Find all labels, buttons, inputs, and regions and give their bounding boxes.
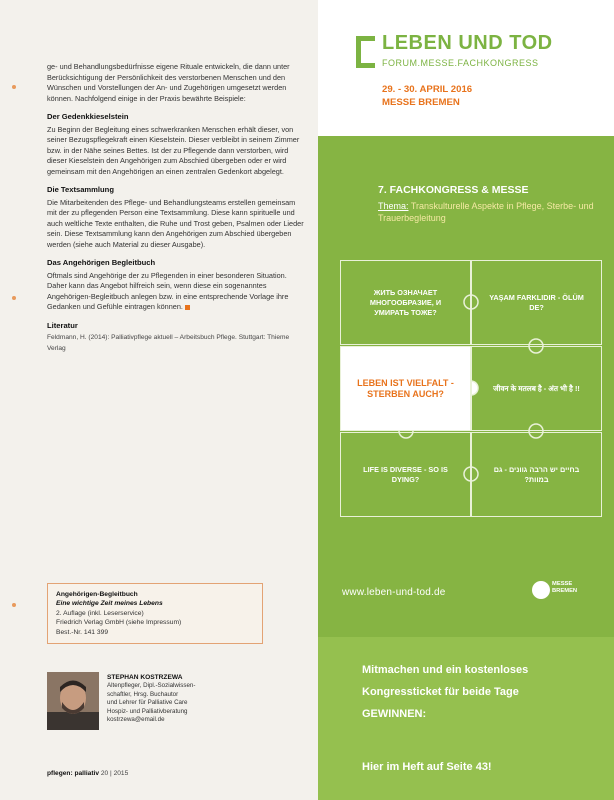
literature-heading: Literatur: [47, 320, 78, 330]
section-heading: Der Gedenkkieselstein: [47, 112, 129, 121]
puzzle-piece: जीवन के मतलब है - अंत भी है !!: [471, 346, 602, 431]
section-heading: Die Textsammlung: [47, 185, 114, 194]
event-date: 29. - 30. APRIL 2016: [382, 84, 473, 95]
promo-text: Mitmachen und ein kostenloses Kongressticket für beide Tage GEWINNEN:: [362, 664, 529, 720]
article-column: [47, 62, 305, 360]
logo-line: MESSE: [552, 581, 573, 587]
page-footer: [47, 770, 128, 777]
thema-text: [378, 200, 604, 224]
author-line: Hospiz- und Palliativberatung: [107, 707, 188, 715]
section-text-body: Oftmals sind Angehörige der zu Pflegenden in einer besonderen Situation. Daher kann das Angebot hilfreich sein, wenn diese ein sogenanntes Angehörigen-Begleitbuch anlegen bzw. in eine entsprechende Vorlage ihre Gedanken und Gefühle eintragen können.: [47, 270, 289, 311]
punch-hole-mark: [12, 85, 16, 89]
ad-green-panel: [318, 136, 614, 637]
author-line: Altenpfleger, Dipl.-Sozialwissen-: [107, 682, 196, 690]
author-line: und Lehrer für Palliative Care: [107, 699, 188, 707]
event-venue: MESSE BREMEN: [382, 97, 460, 108]
article-intro: ge- und Behandlungsbedürfnisse eigene Rituale entwickeln, die dann unter Berücksichtigung der Persönlichkeit des verstorbenen Menschen und den Wünschen und Vorstellungen der An- und Zugehörigen umgesetzt werden können. Nachfolgend einige in der Praxis bewährte Beispiele:: [47, 62, 290, 103]
logo-circle-icon: [532, 581, 550, 599]
messe-bremen-logo: [532, 579, 592, 603]
author-name: STEPHAN KOSTRZEWA: [107, 674, 183, 681]
advertisement: [318, 0, 614, 800]
author-email: kostrzewa@email.de: [107, 716, 165, 724]
website-link[interactable]: www.leben-und-tod.de: [342, 587, 446, 598]
puzzle-piece: LIFE IS DIVERSE - SO IS DYING?: [340, 432, 471, 517]
author-line: schaftler, Hrsg. Buchautor: [107, 690, 179, 698]
section-text: [47, 271, 305, 313]
ad-title: LEBEN UND TOD: [382, 32, 553, 54]
ad-subtitle: FORUM.MESSE.FACHKONGRESS: [382, 58, 539, 68]
journal-name: pflegen: palliativ: [47, 770, 100, 777]
thema-label: Thema:: [378, 201, 409, 211]
box-line: Friedrich Verlag GmbH (siehe Impressum): [56, 619, 182, 627]
promo-panel: [318, 637, 614, 800]
page-reference: Hier im Heft auf Seite 43!: [362, 761, 492, 773]
section-heading: Das Angehörigen Begleitbuch: [47, 258, 156, 267]
thema-body: Transkulturelle Aspekte in Pflege, Sterbe- und Trauerbegleitung: [378, 201, 594, 223]
end-mark-icon: [185, 305, 190, 310]
box-line: 2. Auflage (inkl. Leserservice): [56, 609, 144, 617]
issue-number: 20 | 2015: [100, 770, 129, 777]
section-text: Die Mitarbeitenden des Pflege- und Behandlungsteams erstellen gemeinsam mit der zu pflegenden Person eine Textsammlung. Diese kann spirituelle und auch weltliche Texte enthalten, die Ruhe und Trost geben, Psalmen oder Lieder sein. Diese Textsammlung kann den Angehörigen zum Abschied übergeben werden (siehe auch Material zu dieser Ausgabe).: [47, 197, 304, 249]
punch-hole-mark: [12, 296, 16, 300]
logo-text: [552, 581, 577, 595]
puzzle-piece: YAŞAM FARKLIDIR - ÖLÜM DE?: [471, 260, 602, 345]
puzzle-graphic: [340, 260, 602, 517]
puzzle-piece-highlight: LEBEN IST VIELFALT - STERBEN AUCH?: [340, 346, 471, 431]
box-line: Best.-Nr. 141 399: [56, 628, 109, 636]
kongress-heading: 7. FACHKONGRESS & MESSE: [378, 184, 529, 196]
box-title: Angehörigen-Begleitbuch: [56, 591, 138, 598]
author-text: [107, 674, 307, 724]
logo-line: BREMEN: [552, 588, 578, 594]
puzzle-piece: ЖИТЬ ОЗНАЧАЕТ МНОГООБРАЗИЕ, И УМИРАТЬ ТОЖЕ?: [340, 260, 471, 345]
book-info-box: [47, 583, 263, 644]
punch-hole-mark: [12, 603, 16, 607]
literature-text: Feldmann, H. (2014): Palliativpflege aktuell – Arbeitsbuch Pflege. Stuttgart: Thieme Verlag: [47, 334, 290, 352]
box-subtitle: Eine wichtige Zeit meines Lebens: [56, 600, 163, 608]
section-text: Zu Beginn der Begleitung eines schwerkranken Menschen erhält dieser, von seiner Bezugspflegekraft einen Kieselstein. Dieser verbleibt in seinem Zimmer bzw. in der Nähe seines Bettes. Ist der zu Pflegende dann verstorben, wird dieser Kieselstein den Angehörigen zum Abschied übergeben oder er wird gemeinsam mit den Angehörigen an einen zentralen Gedenkort abgelegt.: [47, 124, 300, 176]
puzzle-piece: בחיים יש הרבה גוונים - גם במוות?: [471, 432, 602, 517]
ad-header: [318, 0, 614, 136]
author-block: [47, 672, 307, 732]
author-photo: [47, 672, 99, 730]
bracket-logo-icon: [356, 36, 375, 68]
